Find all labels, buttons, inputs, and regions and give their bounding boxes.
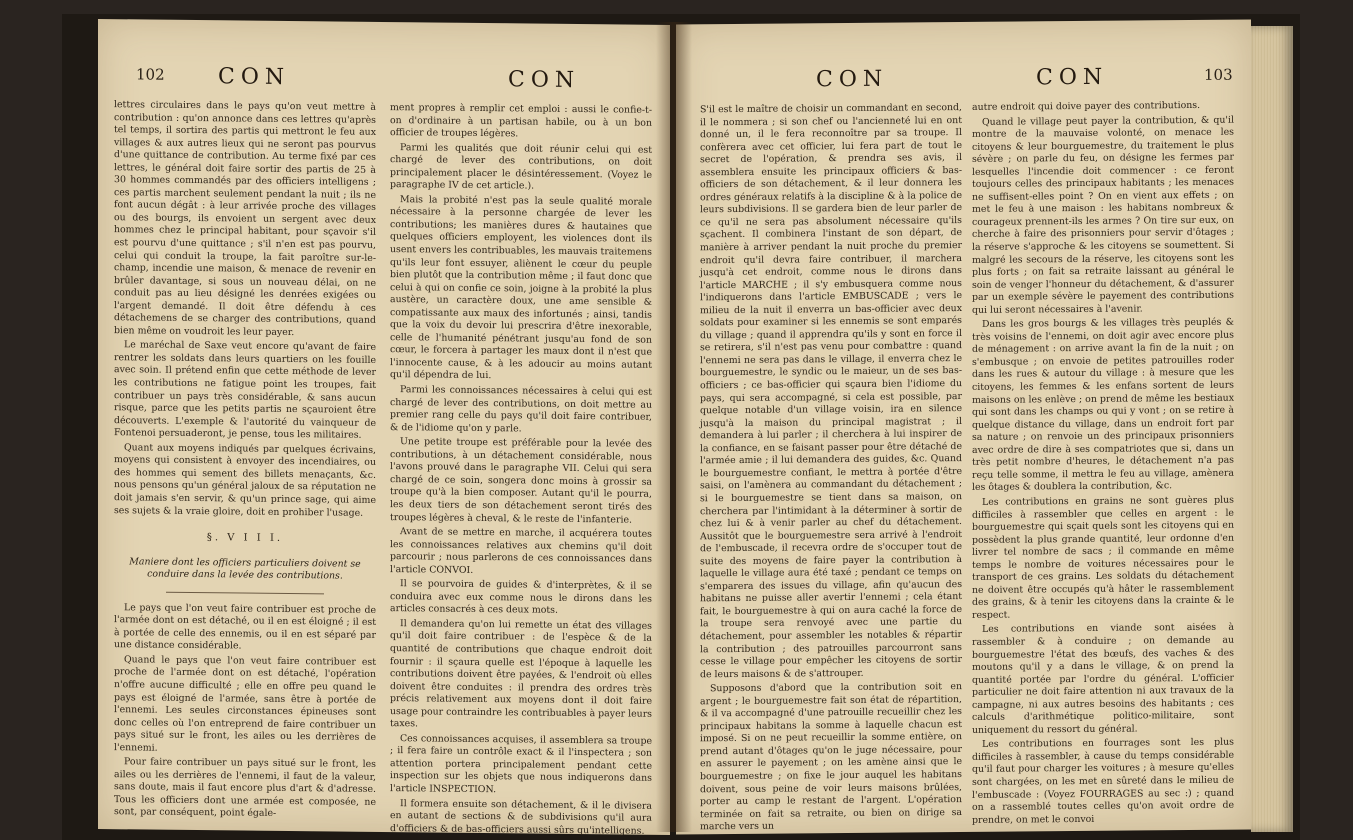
running-head: CON [508, 67, 581, 94]
paragraph: Quand le pays que l'on veut faire contribuer est proche de l'armée dont on est détaché, l'opération n'offre aucune difficulté ; elle en offre peu quand le pays est éloigné de l'armée, sans être à portée de l'ennemi. Les seules circonstances épineuses sont donc celles où l'on entreprend de faire contribuer un pays situé sur le front, les ailes ou les derrières de l'ennemi. [114, 654, 376, 754]
running-head: CON [218, 64, 291, 91]
paragraph: Il formera ensuite son détachement, & il le divisera en autant de sections & de subdivisions qu'il aura d'officiers & de bas-officiers aussi sûrs qu'intelligens. [390, 797, 652, 837]
left-page [98, 19, 670, 835]
paragraph: Ces connoissances acquises, il assemblera sa troupe ; il fera faire un contrôle exact & il l'inspectera ; son attention portera principalement pendant cette inspection sur les objets que nous indiquerons dans l'article INSPECTION. [390, 732, 652, 796]
paragraph: Les contributions en viande sont aisées à rassembler & à conduire ; on demande au bourguemestre l'état des bœufs, des vaches & des moutons qu'il y a dans le village, & on prend la quantité portée par l'ordre du général. L'officier particulier ne doit faire attention ni aux travaux de la campagne, ni aux autres besoins des habitants ; ces calculs d'arithmétique politico-militaire, sont uniquement du ressort du général. [972, 622, 1234, 736]
paragraph: Il demandera qu'on lui remette un état des villages qu'il doit faire contribuer : de l'espèce & de la quantité de contributions que chaque endroit doit fournir : il sçaura quelle est l'époque à laquelle les contributions doivent être payées, & l'endroit où elles doivent être conduites : il prendra des ordres très précis relativement aux moyens dont il doit faire usage pour contraindre les contribuables à payer leurs taxes. [390, 618, 652, 730]
paragraph: Il se pourvoira de guides & d'interprètes, & il se conduira avec eux comme nous le dirons dans les articles consacrés à ces deux mots. [390, 578, 652, 617]
paragraph: Quand le village peut payer la contribution, & qu'il montre de la mauvaise volonté, on menace les citoyens & leur bourguemestre, du traitement le plus sévère ; on parle du feu, on désigne les fermes par lesquelles l'incendie doit commencer : ce feront toujours celles des principaux habitants ; les menaces ne suffisent-elles point ? On en vient aux effets ; on met le feu à une maison : les habitans nombreux & courageux prennent-ils les armes ? On tire sur eux, on cherche à faire des prisonniers pour servir d'ôtages ; la réserve s'approche & les citoyens se soumettent. Si malgré les secours de la réserve, les citoyens sont les plus forts ; on fait sa retraite laissant au général le soin de venger l'honneur du détachement, & d'assurer par un exemple sévère le payement des contributions qui lui seront nécessaires à l'avenir. [972, 114, 1234, 316]
paragraph: Une petite troupe est préférable pour la levée des contributions, à un détachement considérable, nous l'avons prouvé dans le paragraphe VII. Celui qui sera chargé de ce soin, songera donc moins à grossir sa troupe qu'à la bien composer. Autant qu'il le pourra, les deux tiers de son détachement seront tirés des troupes légères à cheval, & le reste de l'infanterie. [390, 436, 652, 526]
paragraph: autre endroit qui doive payer des contributions. [972, 99, 1201, 113]
page-number: 103 [1204, 65, 1233, 84]
text-column-right [972, 100, 1234, 829]
paragraph: Les contributions en fourrages sont les plus difficiles à rassembler, à cause du temps considérable qu'il faut pour charger les voitures ; à mesure qu'elles sont chargées, on les met en sûreté dans le milieu de l'embuscade : (Voyez FOURRAGES au sec :) ; quand on a rassemblé toutes celles qu'on avoit ordre de prendre, on met le convoi [972, 736, 1234, 826]
paragraph: Pour faire contribuer un pays situé sur le front, les ailes ou les derrières de l'ennemi, il faut de la valeur, sans doute, mais il faut encore plus d'art & d'adresse. Tous les officiers dont une armée est composée, ne sont, par conséquent, point égale- [114, 756, 376, 820]
text-column-right [390, 102, 652, 840]
paragraph: Le maréchal de Saxe veut encore qu'avant de faire rentrer les soldats dans leurs quartiers on les fouille avec soin. Il prétend enfin que cette méthode de lever les contributions ne fatigue point les troupes, fait contribuer un pays très considérable, & sans aucun risque, parce que les petits partis ne sçauroient être découverts. L'exemple & l'autorité du vainqueur de Fontenoi persuaderont, je pense, tous les militaires. [114, 339, 376, 441]
background [1300, 0, 1353, 840]
paragraph: Le pays que l'on veut faire contribuer est proche de l'armée dont on est détaché, ou il en est éloigné ; il est à portée de celle des ennemis, ou il en est séparé par une distance considérable. [114, 601, 376, 652]
text-column-left [700, 102, 962, 836]
paragraph: Avant de se mettre en marche, il acquérera toutes les connoissances relatives aux chemins qu'il doit parcourir ; nous parlerons de ces connoissances dans l'article CONVOI. [390, 526, 652, 576]
paragraph: Les contributions en grains ne sont guères plus difficiles à rassembler que celles en argent : le bourguemestre qui sçait quels sont les citoyens qui en possèdent la plus grande quantité, leur ordonne d'en livrer tel nombre de sacs ; il commande en même temps le nombre de voitures nécessaires pour le transport de ces grains. Les soldats du détachement ne doivent être occupés qu'à hâter le rassemblement des grains, & à tenir les citoyens dans la crainte & le respect. [972, 494, 1234, 621]
right-page [676, 19, 1251, 834]
paragraph: lettres circulaires dans le pays qu'on veut mettre à contribution : qu'on annonce dans ces lettres qu'après tel temps, il sortira des partis qui mettront le feu aux villages & aux autres lieux qui ne seront pas pourvus d'une quittance de contribution. Au terme fixé par ces lettres, le général doit faire sortir des partis de 25 à 30 hommes commandés par des officiers intelligens ; ces partis marchent seulement pendant la nuit ; ils ne font aucun dégât : à leur arrivée proche des villages ou des bourgs, ils envoient un sergent avec deux hommes chez le principal habitant, pour sçavoir s'il est pourvu d'une quittance ; s'il n'en est pas pourvu, celui qui conduit la troupe, la fait paroître sur-le-champ, incendie une maison, & menace de revenir en brûler davantage, si sous un nouveau délai, on ne conduit pas au lieu désigné les denrées exigées ou l'argent demandé. Il doit être défendu à ces détachemens de se charger des contributions, quand bien même on voudroit les leur payer. [114, 99, 376, 338]
section-heading: §. V I I I. [206, 532, 284, 544]
paragraph: Dans les gros bourgs & les villages très peuplés & très voisins de l'ennemi, on doit agir avec encore plus de ménagement : on arrive avant la fin de la nuit ; on s'embusque ; on envoie de petites patrouilles roder dans les rues & autour du village : à mesure que les citoyens, les femmes & les enfans sortent de leurs maisons on les enlève ; on prend de même les bestiaux qui sont dans les champs ou qui y vont ; on se retire à quelque distance du village, dans un endroit fort par sa nature ; on renvoie un des principaux prisonniers avec ordre de dire à ses compatriotes que si, dans un très petit nombre d'heures, le détachement n'a pas reçu telle somme, il mettra le feu au village, amènera les ôtages & doublera la contribution, &c. [972, 316, 1234, 494]
paragraph: Supposons d'abord que la contribution soit en argent ; le bourguemestre fait son état de répartition, & il va accompagné d'une patrouille recueillir chez les principaux habitans la somme à laquelle chacun est imposé. Si on ne peut recueillir la somme entière, on prend autant d'ôtages qu'on le juge nécessaire, pour en assurer le payement ; on les amène ainsi que le bourguemestre ; on fixe le jour auquel les habitans doivent, sous peine de voir leurs maisons brûlées, porter au camp le restant de l'argent. L'opération terminée on fait sa retraite, ou bien on dirige sa marche vers un [700, 681, 962, 833]
running-head: CON [1036, 64, 1109, 91]
page-number: 102 [136, 65, 165, 84]
section-subtitle: Maniere dont les officiers particuliers doivent se conduire dans la levée des contributions. [129, 555, 361, 582]
paragraph: Mais la probité n'est pas la seule qualité morale nécessaire à la personne chargée de lever les contributions; les manières dures & hautaines que quelques officiers employent, les violences dont ils usent envers les contribuables, les mauvais traitemens qu'ils leur font essuyer, aliènent le cœur du peuple bien plutôt que la contribution même ; il faut donc que celui à qui on confie ce soin, joigne à la probité la plus austère, un caractère doux, une ame sensible & compatissante aux maux des infortunés ; ainsi, tandis que la voix du devoir lui prescrira d'être inexorable, celle de l'humanité pénétrant jusqu'au fond de son cœur, le forcera à partager les maux dont il n'est que l'innocente cause, & à les adoucir au moins autant qu'il dépendra de lui. [390, 193, 652, 382]
text-column-left [114, 99, 376, 824]
book-gutter [656, 22, 692, 832]
page-edges [1251, 26, 1293, 832]
paragraph: ment propres à remplir cet emploi : aussi le confie-t-on d'ordinaire à un partisan habile, ou à un bon officier de troupes légères. [390, 102, 652, 140]
paragraph: Quant aux moyens indiqués par quelques écrivains, moyens qui consistent à envoyer des incendiaires, ou des hommes qui sement des billets menaçants, &c. nous pensons qu'un général jaloux de sa réputation ne doit jamais s'en servir, & qu'un prince sage, qui aime ses sujets & la vraie gloire, doit en prohiber l'usage. [114, 442, 376, 519]
paragraph: Parmi les qualités que doit réunir celui qui est chargé de lever des contributions, on doit principalement placer le désintéressement. (Voyez le paragraphe IV de cet article.). [390, 141, 652, 192]
divider [166, 591, 323, 594]
paragraph: S'il est le maître de choisir un commandant en second, il le nommera ; si son chef ou l'ancienneté lui en ont donné un, il le fera reconnoître par sa troupe. Il confèrera avec cet officier, lui fera part de tout le secret de l'opération, & prendra ses avis, il assemblera ensuite les principaux officiers & bas-officiers de son détachement, & il leur donnera les ordres généraux relatifs à la discipline & à la police de leurs subdivisions. Il se gardera bien de leur parler de ce qu'il ne sera pas absolument nécessaire qu'ils sçachent. Il combinera l'instant de son départ, de manière à arriver pendant la nuit proche du premier endroit qu'il devra faire contribuer, il marchera jusqu'à cet endroit, comme nous le dirons dans l'article MARCHE ; il s'y embusquera comme nous l'indiquerons dans l'article EMBUSCADE ; vers le milieu de la nuit il enverra un bas-officier avec deux soldats pour examiner si les ennemis se sont emparés du village ; quand il apprendra qu'ils y sont en force il se retirera, s'il n'est pas venu pour combattre : quand l'ennemi ne sera pas dans le village, il enverra chez le bourguemestre, le syndic ou le maieur, un de ses bas-officiers ; ce bas-officier qui sçaura bien l'idiome du pays, qui sera accompagné, si cela est possible, par quelque notable d'un village voisin, ira en silence jusqu'à la maison du principal magistrat ; il demandera à lui parler ; il cherchera à lui inspirer de la confiance, en se faisant passer pour être détaché de l'armée amie ; il lui demandera des guides, &c. Quand le bourguemestre confiant, le mettra à portée d'être saisi, on l'amènera au commandant du détachement ; si le bourguemestre se tient dans sa maison, on cherchera par l'intimidant à la déterminer à sortir de chez lui & à venir parler au chef du détachement. Aussitôt que le bourguemestre sera arrivé à l'endroit de l'embuscade, il recevra ordre de s'occuper tout de suite des moyens de faire payer la contribution à laquelle le village aura été taxé ; pendant ce temps on s'emparera des issues du village, afin qu'aucun des habitans ne puisse aller avertir l'ennemi ; cela étant fait, le bourguemestre à qui on aura caché la force de la troupe sera renvoyé avec une partie du détachement, pour assembler les notables & répartir la contribution ; des patrouilles parcourront sans cesse le village pour empêcher les citoyens de sortir de leurs maisons & de s'attrouper. [700, 102, 962, 680]
paragraph: Parmi les connoissances nécessaires à celui qui est chargé de lever des contributions, on doit mettre au premier rang celle du pays qu'il doit faire contribuer, & de l'idiome qu'on y parle. [390, 384, 652, 435]
running-head: CON [816, 66, 889, 93]
